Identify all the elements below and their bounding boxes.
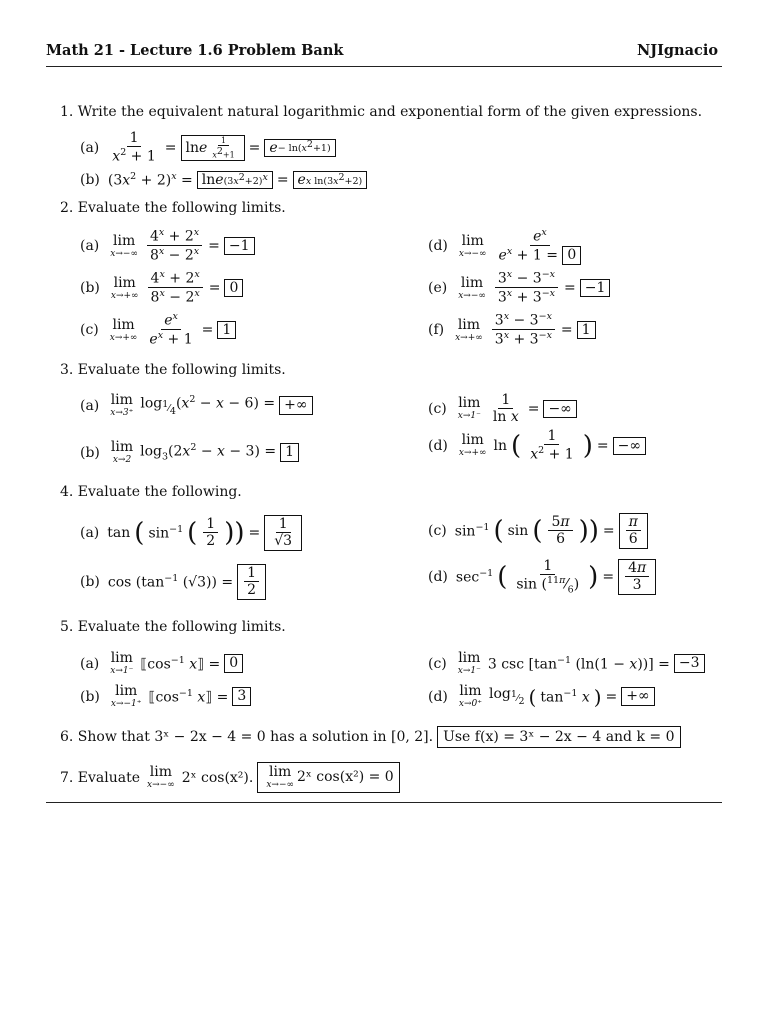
q1a-log-form: ln e $\frac{1}{x^2+1}$: [181, 135, 245, 161]
question-6-text: 6. Show that 3ˣ − 2x − 4 = 0 has a solution in [0, 2].: [60, 729, 434, 746]
q3-item-b: (b) lim x→2 $\log_3(2x^2 - x - 3)$ = 1: [80, 440, 299, 465]
q2c-answer: 1: [217, 321, 236, 339]
q5-item-a: (a) lim x→1⁻ $⟦\cos^{-1}$ x⟧ = 0: [80, 651, 243, 676]
q2-item-a: (a) lim x→−∞ $\frac{4^x + 2^x}{8^x - 2^x}$ = −1: [80, 228, 255, 264]
q1b-log-form: ln e $(3x^2+2)^x$: [197, 171, 273, 189]
q1-item-a: (a) $\frac{1}{x^2 + 1}$ = ln e $\frac{1}{x^2+1}$ = e − $\ln(x^2+1)$: [80, 130, 336, 166]
q4a-answer: $\frac{1}{√3}$: [264, 515, 302, 551]
footer-rule: [46, 802, 722, 803]
q4d-answer: $\frac{4\pi}{3}$: [618, 559, 656, 595]
q3-item-d: (d) lim x→+∞ ln ( $\frac{1}{x^2 + 1}$ ) = −∞: [428, 428, 646, 464]
q1-item-b: (b) $(3x^2 + 2)^x$ = ln e $(3x^2+2)^x$ = e x $\ln(3x^2+2)$: [80, 171, 367, 189]
q4-item-a: (a) tan ( $\sin^{-1}$ ( $\frac{1}{2}$ )) = $\frac{1}{√3}$: [80, 515, 302, 551]
q5-item-d: (d) lim x→0⁺ $\log_{^1⁄_2}$ ( $\tan^{-1} x$ ) = +∞: [428, 684, 655, 709]
document-title: Math 21 - Lecture 1.6 Problem Bank: [46, 42, 344, 59]
q5a-answer: 0: [224, 654, 243, 672]
q4-item-b: (b) $\cos (\tan^{-1}$ (√3)) = $\frac{1}{2}$: [80, 564, 266, 600]
q3d-answer: −∞: [613, 437, 646, 455]
q7-answer: lim x→−∞ 2ˣ cos(x²) = 0: [257, 762, 399, 793]
question-5: 5. Evaluate the following limits.: [60, 619, 286, 635]
question-6: [60, 726, 681, 748]
q3b-answer: 1: [280, 443, 299, 461]
q2-item-e: (e) lim x→−∞ $\frac{3^x - 3^{-x}}{3^x + 3^{-x}}$ = −1: [428, 270, 610, 306]
question-4: 4. Evaluate the following.: [60, 484, 242, 500]
q1a-exp-form: e − $\ln(x^2+1)$: [264, 139, 335, 157]
page-header: [46, 40, 722, 67]
q6-answer: Use f(x) = 3ˣ − 2x − 4 and k = 0: [437, 726, 680, 748]
q5b-answer: 3: [232, 687, 251, 705]
q2b-answer: 0: [224, 279, 243, 297]
q5c-answer: −3: [674, 654, 705, 672]
q3-item-a: (a) lim x→3⁺ $\log_{^1⁄_4}(x^2 - x - 6)$ = +∞: [80, 393, 313, 418]
question-7: 7. Evaluate lim x→−∞ 2ˣ cos(x²). lim x→−∞ 2ˣ cos(x²) = 0: [60, 762, 400, 793]
question-3: 3. Evaluate the following limits.: [60, 362, 286, 378]
q4-item-c: (c) $\sin^{-1}$ ( sin ( $\frac{5\pi}{6}$ )) = $\frac{\pi}{6}$: [428, 513, 648, 549]
question-7-text: 7. Evaluate: [60, 769, 141, 786]
q4c-answer: $\frac{\pi}{6}$: [619, 513, 648, 549]
q4-item-d: (d) $\sec^{-1}$ ( $\frac{1}{\sin (^{11\pi}⁄_6)}$ ) = $\frac{4\pi}{3}$: [428, 558, 656, 596]
q2e-answer: −1: [580, 279, 611, 297]
question-2: 2. Evaluate the following limits.: [60, 200, 286, 216]
author-name: NJIgnacio: [637, 42, 718, 59]
q2a-answer: −1: [224, 237, 255, 255]
q3a-answer: +∞: [279, 396, 312, 414]
question-1: 1. Write the equivalent natural logarithmic and exponential form of the given expressions.: [60, 104, 703, 120]
q2d-answer: 0: [562, 246, 581, 264]
q2f-answer: 1: [577, 321, 596, 339]
q2-item-f: (f) lim x→+∞ $\frac{3^x - 3^{-x}}{3^x + 3^{-x}}$ = 1: [428, 312, 596, 348]
q3c-answer: −∞: [543, 400, 576, 418]
q2-item-c: (c) lim x→+∞ $\frac{e^x}{e^x + 1}$ = 1: [80, 312, 236, 348]
q5d-answer: +∞: [621, 687, 654, 705]
q2-item-b: (b) lim x→+∞ $\frac{4^x + 2^x}{8^x - 2^x}$ = 0: [80, 270, 243, 306]
question-7-expression: 2ˣ cos(x²).: [181, 769, 254, 786]
q1b-exp-form: e x $\ln(3x^2+2)$: [293, 171, 368, 189]
q5-item-b: (b) lim x→−1⁺ $⟦\cos^{-1}$ x⟧ = 3: [80, 684, 251, 709]
q5-item-c: (c) lim x→1⁻ 3 $\csc [\tan^{-1}$ (ln(1 − x))] = −3: [428, 651, 705, 676]
q2-item-d: (d) lim x→−∞ $\frac{e^x}{e^x + 1 = 0}$: [428, 228, 586, 265]
q3-item-c: (c) lim x→1⁻ $\frac{1}{\text{ln x}}$ = −∞: [428, 392, 577, 426]
q4b-answer: $\frac{1}{2}$: [237, 564, 266, 600]
